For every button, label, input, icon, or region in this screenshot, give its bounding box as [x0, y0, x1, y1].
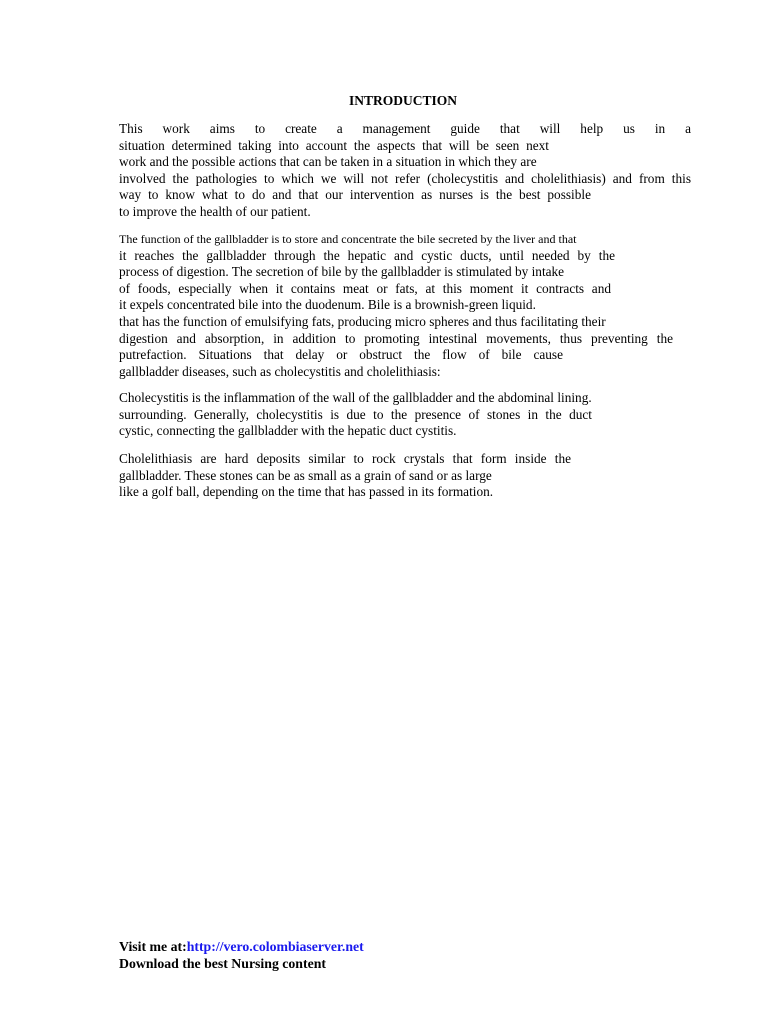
text-line: situation determined taking into account the aspects that will be seen next — [119, 137, 549, 153]
paragraph-introduction — [119, 121, 691, 221]
text-line: digestion and absorption, in addition to promoting intestinal movements, thus preventing the — [119, 330, 673, 346]
website-link[interactable]: http://vero.colombiaserver.net — [186, 939, 364, 954]
text-line: it expels concentrated bile into the duodenum. Bile is a brownish-green liquid. — [119, 297, 536, 313]
text-line: This work aims to create a management guide that will help us in a — [119, 121, 691, 136]
text-line: like a golf ball, depending on the time that has passed in its formation. — [119, 484, 494, 500]
paragraph-cholelithiasis — [119, 451, 691, 501]
text-line: Cholecystitis is the inflammation of the wall of the gallbladder and the abdominal lining. — [119, 390, 592, 405]
text-line: putrefaction. Situations that delay or obstruct the flow of bile cause — [119, 347, 563, 363]
text-line: The function of the gallbladder is to store and concentrate the bile secreted by the liver and that — [119, 232, 577, 246]
paragraph-gallbladder-function — [119, 231, 691, 380]
text-line: gallbladder diseases, such as cholecystitis and cholelithiasis: — [119, 363, 441, 379]
text-line: work and the possible actions that can be taken in a situation in which they are — [119, 154, 537, 170]
text-line: process of digestion. The secretion of bile by the gallbladder is stimulated by intake — [119, 264, 565, 280]
footer-visit-row — [119, 939, 364, 956]
text-line: it reaches the gallbladder through the hepatic and cystic ducts, until needed by the — [119, 247, 615, 263]
text-line: way to know what to do and that our intervention as nurses is the best possible — [119, 187, 591, 203]
footer — [119, 939, 364, 972]
page-title: INTRODUCTION — [348, 93, 457, 108]
text-line: to improve the health of our patient. — [119, 203, 311, 219]
text-line: of foods, especially when it contains meat or fats, at this moment it contracts and — [119, 280, 611, 296]
text-line: cystic, connecting the gallbladder with the hepatic duct cystitis. — [119, 423, 457, 439]
text-line: that has the function of emulsifying fats, producing micro spheres and thus facilitating their — [119, 313, 606, 329]
text-line: surrounding. Generally, cholecystitis is due to the presence of stones in the duct — [119, 406, 592, 422]
text-line: involved the pathologies to which we will not refer (cholecystitis and cholelithiasis) and from this — [119, 170, 691, 186]
visit-label: Visit me at: — [119, 939, 187, 954]
footer-tagline: Download the best Nursing content — [119, 955, 326, 971]
text-line: gallbladder. These stones can be as small as a grain of sand or as large — [119, 467, 492, 483]
paragraph-cholecystitis — [119, 390, 691, 440]
text-line: Cholelithiasis are hard deposits similar to rock crystals that form inside the — [119, 451, 571, 466]
